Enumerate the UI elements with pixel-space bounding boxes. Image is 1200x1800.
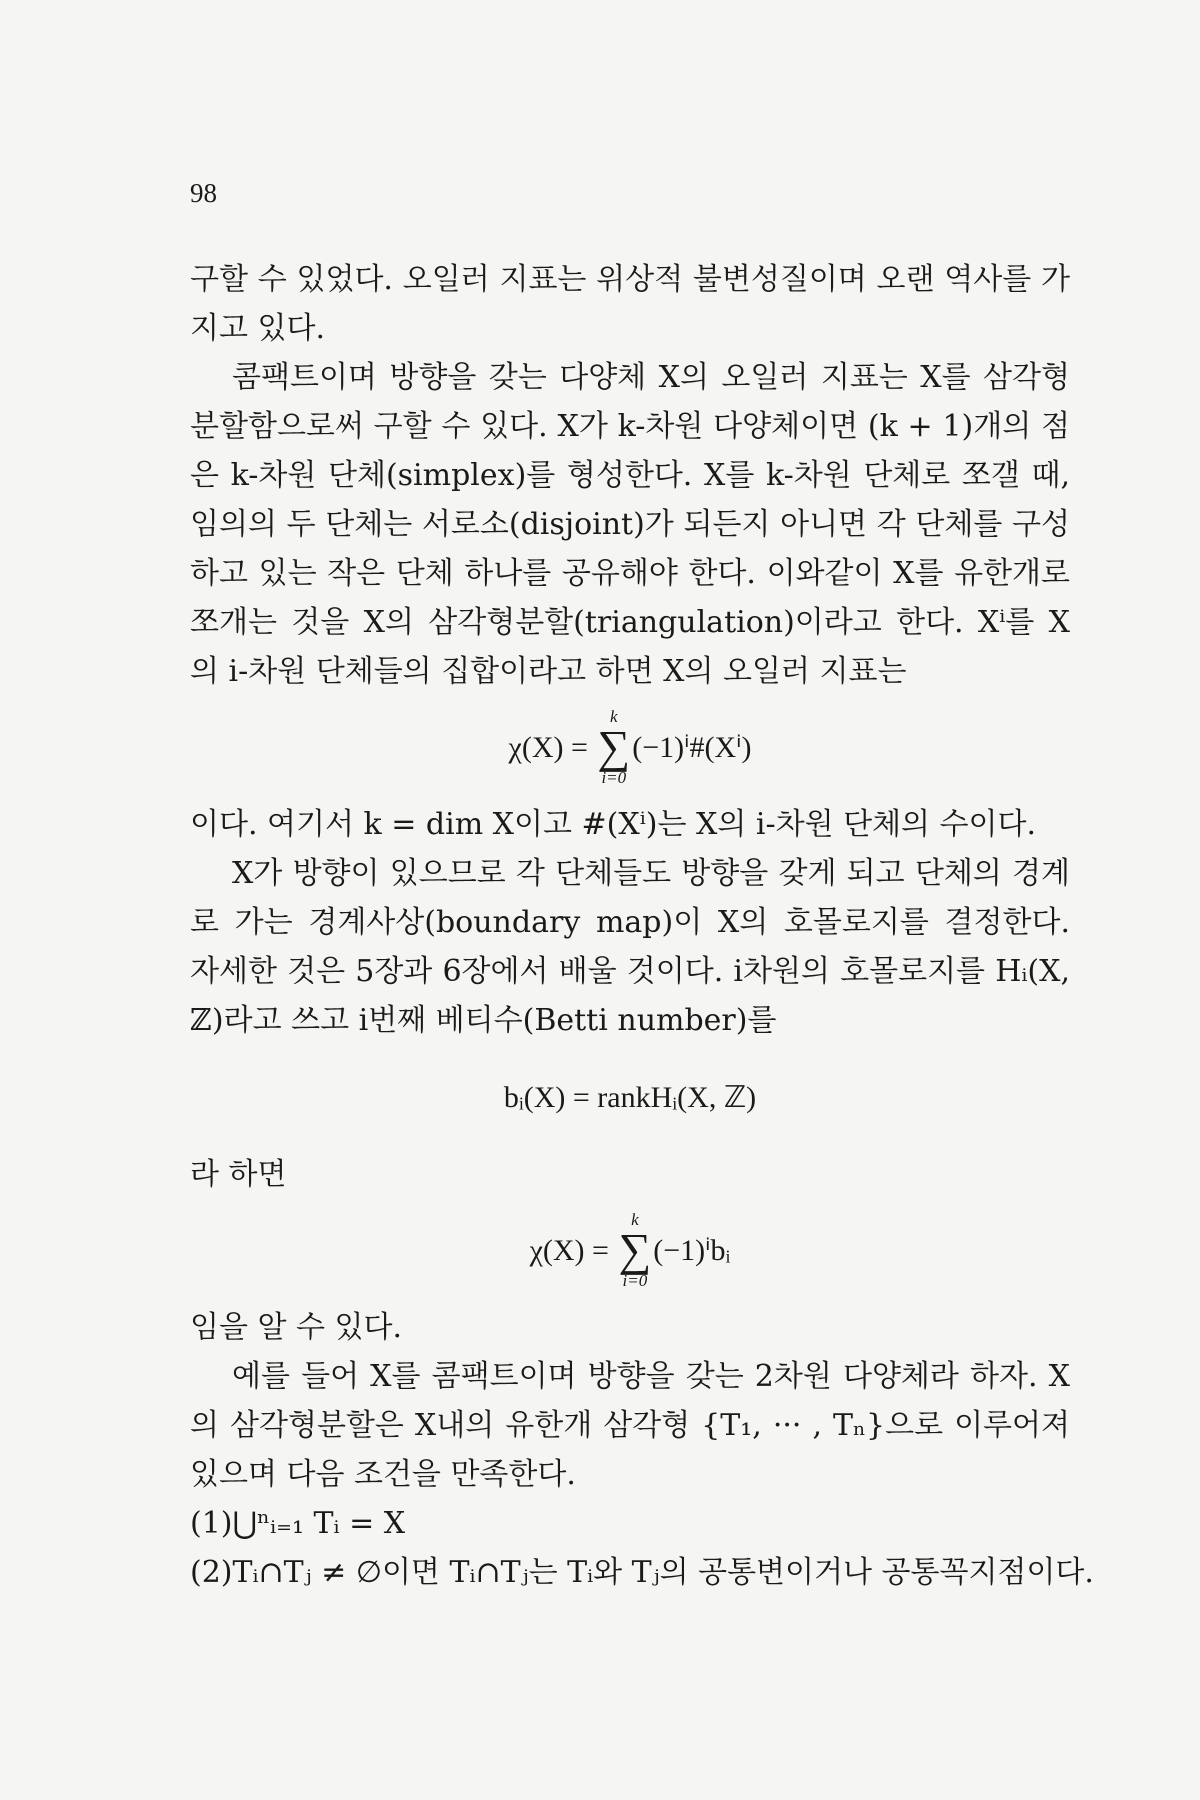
paragraph-conclusion: 임을 알 수 있다. bbox=[190, 1310, 403, 1345]
summation-symbol bbox=[618, 1211, 651, 1289]
paragraph-homology: X가 방향이 있으므로 각 단체들도 방향을 갖게 되고 단체의 경계로 가는 경계사상(boundary map)이 X의 호몰로지를 결정한다. 자세한 것은 5장과 6장에서 배울 것이다. i차원의 호몰로지를 Hᵢ(X, ℤ)라고 쓰고 i번째 베티수(Betti number)를 bbox=[190, 856, 1070, 1038]
paragraph-triangulation: 콤팩트이며 방향을 갖는 다양체 X의 오일러 지표는 X를 삼각형 분할함으로써 구할 수 있다. X가 k-차원 다양체이면 (k + 1)개의 점은 k-차원 단체(simplex)를 형성한다. X를 k-차원 단체로 쪼갤 때, 임의의 두 단체는 서로소(disjoint)가 되든지 아니면 각 단체를 구성하고 있는 작은 단체 하나를 공유해야 한다. 이와같이 X를 유한개로 쪼개는 것을 X의 삼각형분할(triangulation)이라고 한다. Xⁱ를 X의 i-차원 단체들의 집합이라고 하면 X의 오일러 지표는 bbox=[190, 360, 1070, 689]
sigma-sign: ∑ bbox=[618, 1224, 652, 1275]
summation-lower-limit: i=0 bbox=[622, 1271, 648, 1290]
paragraph-then: 라 하면 bbox=[190, 1157, 287, 1192]
condition-2: (2)Tᵢ∩Tⱼ ≠ ∅이면 Tᵢ∩Tⱼ는 Tᵢ와 Tⱼ의 공통변이거나 공통꼭지점이다. bbox=[190, 1555, 1094, 1590]
summation-symbol bbox=[597, 708, 630, 786]
condition-1: (1)⋃ⁿᵢ₌₁ Tᵢ = X bbox=[190, 1506, 406, 1541]
sigma-sign: ∑ bbox=[597, 721, 631, 772]
equation-lhs: χ(X) = bbox=[508, 730, 596, 764]
paragraph-intro: 구할 수 있었다. 오일러 지표는 위상적 불변성질이며 오랜 역사를 가지고 있다. bbox=[190, 262, 1070, 346]
equation-lhs: χ(X) = bbox=[529, 1233, 617, 1267]
paragraph-example: 예를 들어 X를 콤팩트이며 방향을 갖는 2차원 다양체라 하자. X의 삼각형분할은 X내의 유한개 삼각형 {T₁, ··· , Tₙ}으로 이루어져 있으며 다음 조건을 만족한다. bbox=[190, 1359, 1070, 1492]
summation-upper-limit: k bbox=[631, 1210, 639, 1229]
summation-lower-limit: i=0 bbox=[601, 768, 627, 787]
equation-rhs: (−1)ⁱ#(Xⁱ) bbox=[632, 730, 752, 764]
paragraph-definition: 이다. 여기서 k = dim X이고 #(Xⁱ)는 X의 i-차원 단체의 수이다. bbox=[190, 807, 1037, 842]
betti-number-equation: bᵢ(X) = rankHᵢ(X, ℤ) bbox=[503, 1081, 757, 1114]
summation-upper-limit: k bbox=[610, 707, 618, 726]
page-number: 98 bbox=[190, 178, 217, 208]
euler-betti-equation bbox=[190, 1211, 1070, 1289]
page-content bbox=[190, 255, 1094, 1597]
euler-characteristic-equation bbox=[190, 708, 1070, 786]
equation-rhs: (−1)ⁱbᵢ bbox=[653, 1233, 731, 1267]
